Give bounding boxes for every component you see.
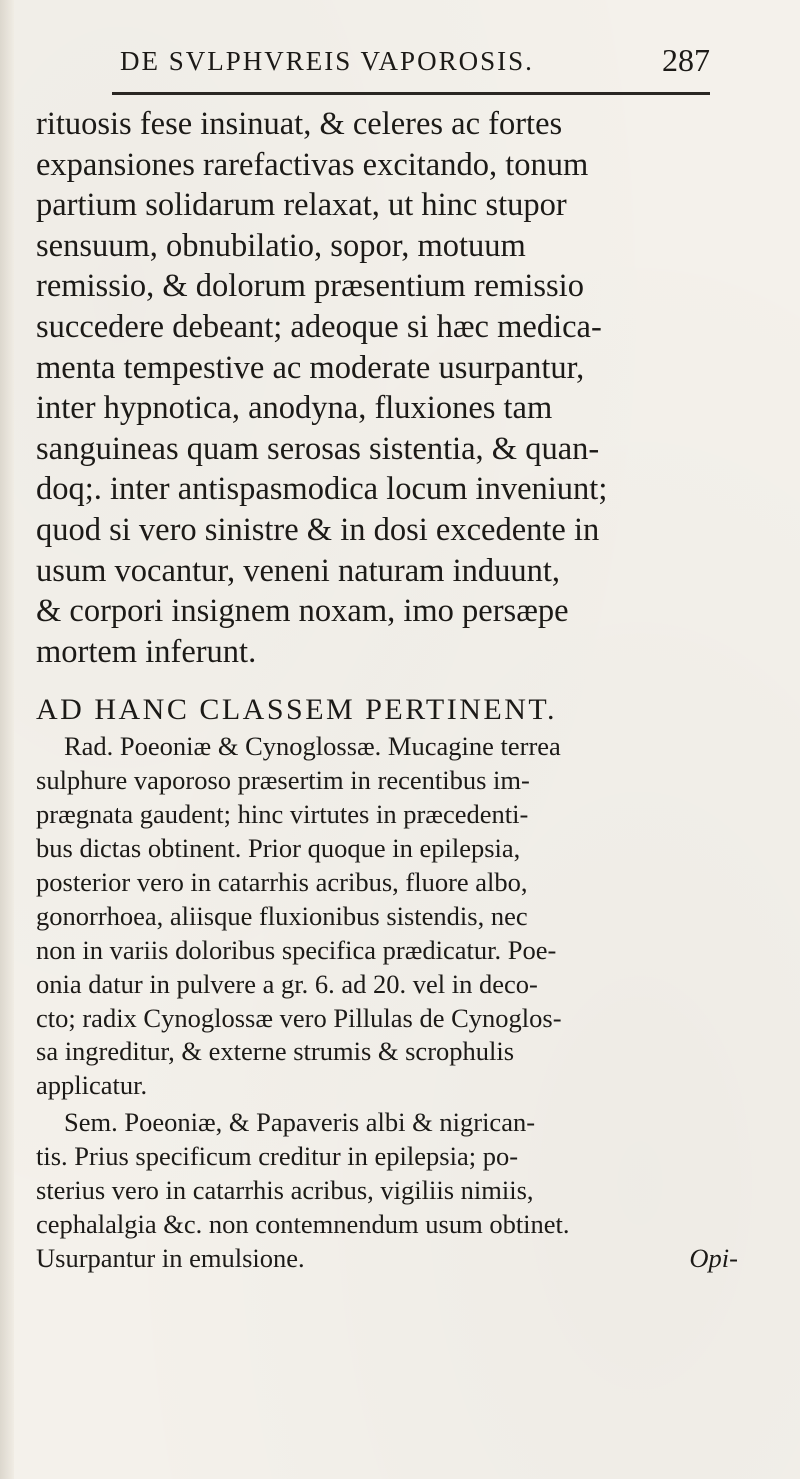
text-line: posterior vero in catarrhis acribus, fluore albo, xyxy=(36,866,528,897)
text-line: prægnata gaudent; hinc virtutes in præcedenti- xyxy=(36,799,529,830)
text-line: non in variis doloribus specifica prædicatur. Poe- xyxy=(36,934,557,965)
text-line: remissio, & dolorum præsentium remissio xyxy=(36,268,584,305)
text-line: applicatur. xyxy=(36,1070,148,1101)
text-line: quod si vero sinistre & in dosi excedente in xyxy=(36,511,600,548)
text-line: sanguineas quam serosas sistentia, & quan- xyxy=(36,430,600,467)
paragraph-radices xyxy=(36,730,778,1103)
text-line: succedere debeant; adeoque si hæc medica- xyxy=(36,308,602,345)
text-line: expansiones rarefactivas excitando, tonum xyxy=(36,146,589,183)
text-line: cephalalgia &c. non contemnendum usum obtinet. xyxy=(36,1209,570,1239)
section-heading: AD HANC CLASSEM PERTINENT. xyxy=(36,693,557,727)
text-line: usum vocantur, veneni naturam induunt, xyxy=(36,552,560,589)
body-text xyxy=(36,104,778,1276)
text-line: menta tempestive ac moderate usurpantur, xyxy=(36,349,585,386)
text-line: cto; radix Cynoglossæ vero Pillulas de Cynoglos- xyxy=(36,1002,562,1033)
text-line: tis. Prius specificum creditur in epilepsia; po- xyxy=(36,1141,519,1172)
text-line: & corpori insignem noxam, imo persæpe xyxy=(36,593,569,630)
paragraph-semina xyxy=(36,1106,778,1276)
text-line: doq;. inter antispasmodica locum inveniunt; xyxy=(36,471,608,508)
running-title: DE SVLPHVREIS VAPOROSIS. xyxy=(120,46,534,76)
text-line: sa ingreditur, & externe strumis & scrophulis xyxy=(36,1036,515,1067)
text-line: mortem inferunt. xyxy=(36,633,257,670)
text-line: Usurpantur in emulsione. xyxy=(36,1242,305,1273)
text-line: rituosis fese insinuat, & celeres ac fortes xyxy=(36,106,563,142)
running-head xyxy=(120,42,710,82)
text-line: bus dictas obtinent. Prior quoque in epilepsia, xyxy=(36,833,521,864)
text-line: partium solidarum relaxat, ut hinc stupor xyxy=(36,187,567,224)
header-rule xyxy=(112,92,710,95)
text-line: onia datur in pulvere a gr. 6. ad 20. vel in deco- xyxy=(36,968,538,999)
text-line: sulphure vaporoso præsertim in recentibus im- xyxy=(36,765,530,796)
text-line: sterius vero in catarrhis acribus, vigiliis nimiis, xyxy=(36,1175,534,1206)
text-line: Rad. Poeoniæ & Cynoglossæ. Mucagine terrea xyxy=(64,731,561,762)
text-line: gonorrhoea, aliisque fluxionibus sistendis, nec xyxy=(36,900,528,931)
text-line: inter hypnotica, anodyna, fluxiones tam xyxy=(36,390,553,427)
page-number: 287 xyxy=(662,42,710,78)
text-line: Sem. Poeoniæ, & Papaveris albi & nigrican- xyxy=(64,1107,536,1138)
last-line xyxy=(36,1242,778,1276)
page-gutter xyxy=(0,0,14,1479)
paragraph-main xyxy=(36,104,778,672)
catchword: Opi- xyxy=(689,1242,738,1273)
text-line: sensuum, obnubilatio, sopor, motuum xyxy=(36,227,526,264)
